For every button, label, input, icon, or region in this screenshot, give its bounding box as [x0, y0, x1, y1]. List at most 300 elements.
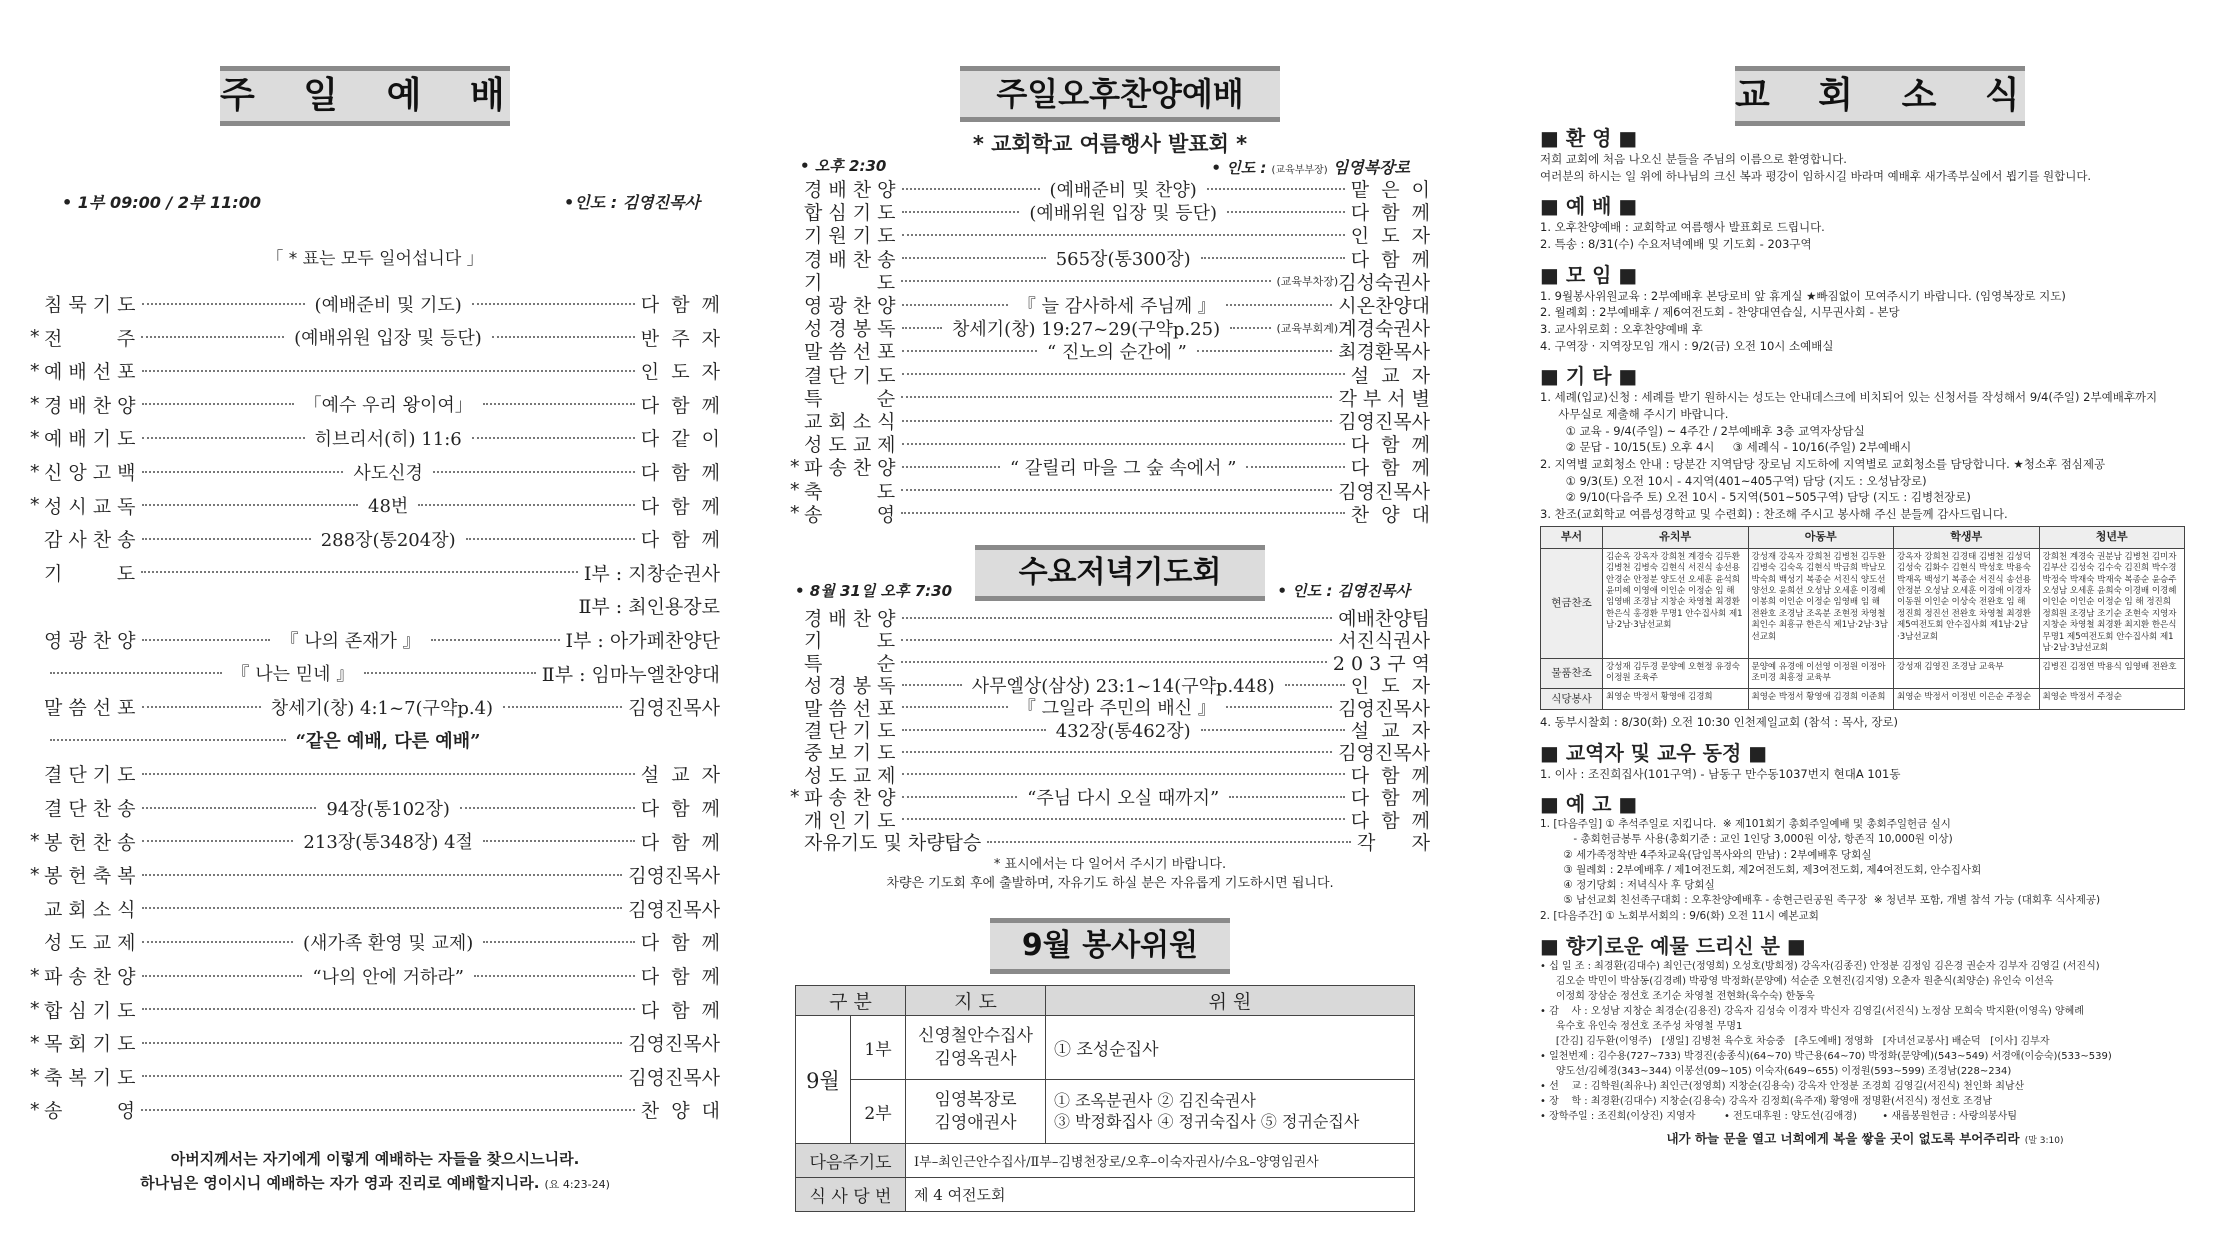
order-row	[790, 828, 1430, 855]
offering-text: • 십 일 조 : 최경환(김대수) 최인근(정영희) 오성호(방희정) 강옥자(김종진) 안정분 김정임 김은경 권순자 김부자 김영길 (서진식) 김오순 박민이 박삼동(김경례) 박광영 박정화(문양예) 석순준 오현진(김지영) 오춘자 원춘식(최양순) 유인숙 이선옥 이정희 장삼순 정선호 조기순 차영철 전현화(육수숙) 한동욱 • 감 사 : 오성남 지창순 최경순(김용진) 강옥자 김성숙 이경자 박신자 김영길(서진식) 노정삼 모희숙 박지환(이영옥) 양혜례 육수호 유인숙 정선호 조주성 차영철 무명1 [간김] 김두환(이영주) [생일] 김병천 육수호 차승중 [추도예배] 정영화 [자녀선교봉사] 배순덕 [이사] 김부자 • 일천번제 : 김수용(727~733) 박경진(송종식)(64~70) 박근용(64~70) 박정화(문양예)(543~549) 서경애(이승숙)(533~539) 양도선/김혜경(343~344) 이봉선(09~105) 이숙자(649~655) 이정원(593~599) 조경남(228~234) • 선 교 : 김학원(최유나) 최인근(정영희) 지창순(김용숙) 강옥자 안정분 조경희 김영길(서진식) 천인화 최남산 • 장 학 : 최경환(김대수) 지창순(김용숙) 강옥자 김정희(육주재) 황영애 정명환(서진식) 정선호 조경남 • 장학주일 : 조진희(이상진) 지영자 • 전도대후원 : 양도선(김애경) • 새롭봉원헌금 : 사랑의봉사팀	[1540, 960, 2112, 1122]
table-part-2: 2부	[851, 1080, 906, 1144]
order-leader: 서진식권사	[1338, 630, 1430, 653]
order-leader: Ⅱ부 : 최인용장로	[578, 596, 720, 619]
order-label: 파 송 찬 양	[804, 787, 896, 810]
order-row	[30, 760, 720, 787]
order-leader: 김성숙권사	[1338, 271, 1430, 294]
order-content: 『 나는 믿네 』	[231, 664, 355, 686]
order-leader: 김영진목사	[628, 697, 721, 720]
order-label: 결 단 기 도	[44, 764, 136, 787]
order-leader: 김영진목사	[1338, 697, 1431, 720]
leader-dots	[1226, 304, 1332, 306]
order-label: 기 원 기 도	[804, 225, 896, 248]
leader-dots	[142, 303, 305, 305]
order-leader: 찬 양 대	[640, 1100, 720, 1123]
leader-dots	[142, 840, 294, 842]
standing-mark: *	[790, 785, 800, 808]
order-leader: 찬 양 대	[1350, 503, 1430, 526]
order-row	[30, 996, 720, 1023]
welcome-text: 저희 교회에 처음 나오신 분들을 주님의 이름으로 환영합니다. 여러분의 하시는 일 위에 하나님의 크신 복과 평강이 임하시길 바라며 예배후 새가족부실에서 뵙기를 원합니다.	[1540, 152, 2092, 183]
standing-mark: *	[30, 1065, 40, 1088]
order-leader: 다 함 께	[1350, 434, 1430, 457]
closing-verse: 내가 하늘 문을 열고 너희에게 복을 쌓을 곳이 없도록 부어주리라	[1666, 1130, 2020, 1146]
order-row	[30, 424, 720, 451]
leader-dots	[141, 1109, 635, 1111]
order-leader: 다 함 께	[640, 999, 720, 1022]
support-table-header: 부서	[1541, 526, 1603, 548]
order-row	[30, 928, 720, 955]
worship-time: • 1부 09:00 / 2부 11:00	[62, 193, 261, 212]
support-cell: 김병진 김정연 박용식 임영배 전완호	[2039, 658, 2185, 688]
scripture-verse-line2-wrap	[30, 1172, 720, 1193]
leader-dots	[901, 661, 1327, 663]
order-leader: 설 교 자	[1350, 720, 1431, 742]
leader-dots	[142, 639, 271, 641]
support-row-label: 현금찬조	[1541, 548, 1603, 658]
meeting-text: 1. 9월봉사위원교육 : 2부예배후 본당로비 앞 휴게실 ★빠짐없이 모여주시기 바랍니다. (임영복장로 지도) 2. 월례회 : 2부예배후 / 제6여전도회 - 찬양대연습실, 시무권사회 - 본당 3. 교사위로회 : 오후찬양예배 후 4. 구역장 · 지역장모임 개시 : 9/2(금) 오전 10시 소예배실	[1540, 288, 2066, 353]
order-label: 신 앙 고 백	[44, 462, 136, 484]
order-row	[30, 660, 720, 687]
table-header-members: 위 원	[1046, 986, 1415, 1016]
order-label: 축 도	[804, 480, 896, 503]
leader-dots	[1226, 706, 1332, 708]
table-header-category: 구 분	[796, 986, 906, 1016]
leader-dots	[987, 841, 1351, 843]
order-label: 파 송 찬 양	[804, 457, 896, 480]
order-leader: 김영진목사	[628, 1066, 720, 1089]
order-row	[30, 794, 720, 821]
order-leader: 반 주 자	[640, 327, 721, 350]
order-leader: 다 함 께	[1350, 457, 1430, 480]
order-label: 송 영	[804, 503, 896, 526]
afternoon-leader-name: 임영복장로	[1332, 158, 1410, 177]
support-cell: 문양예 유경애 이선영 이정원 이정아 조미경 최흥정 교육부	[1748, 658, 1894, 688]
notice-text: 1. [다음주일] ① 추석주일로 지킵니다. ※ 제101회기 총회주일예배 및 총회주일헌금 실시 - 총회헌금봉투 사용(총회기준 : 교인 1인당 3,000원 이상, 항존직 10,000원 이상) ② 세가족정착반 4주차교육(담임목사와의 만남) : 2부예배후 당회실 ③ 월례회 : 2부예배후 / 제1여전도회, 제2여전도회, 제3여전도회, 제4여전도회, 안수집사회 ④ 정기당회 : 저녁식사 후 당회실 ⑤ 남선교회 친선족구대회 : 오후찬양예배후 - 송현근린공원 족구장 ※ 청년부 포함, 개별 참석 가능 (대회후 식사제공) 2. [다음주간] ① 노회부서회의 : 9/6(화) 오전 11시 예본교회	[1540, 818, 2101, 922]
order-leader: 설 교 자	[1350, 364, 1430, 387]
order-leader: 다 함 께	[640, 394, 721, 417]
afternoon-leader-prefix: • 인도 :	[1211, 159, 1267, 177]
order-leader: 다 같 이	[640, 428, 721, 451]
leader-dots	[902, 327, 942, 329]
order-label: 결 단 기 도	[804, 720, 896, 742]
order-label: 개 인 기 도	[804, 809, 896, 832]
staff-news-heading: ■ 교역자 및 교우 동정 ■	[1540, 740, 1768, 765]
order-row	[30, 828, 720, 855]
leader-dots	[142, 370, 635, 372]
order-leader: 시온찬양대	[1338, 295, 1431, 317]
order-label: 성 도 교 제	[44, 932, 136, 955]
leader-dots	[902, 617, 1333, 619]
order-label: 말 씀 선 포	[44, 697, 136, 720]
order-leader: 다 함 께	[640, 529, 721, 552]
order-label: 영 광 찬 양	[44, 630, 136, 652]
leader-dots	[142, 471, 344, 473]
scripture-reference: (요 4:23-24)	[544, 1178, 610, 1191]
order-label: 경 배 찬 양	[804, 179, 896, 201]
leader-dots	[1285, 684, 1345, 686]
leader-dots	[503, 706, 622, 708]
support-cell: 최영순 박정서 이정빈 이은순 주정순	[1894, 688, 2040, 709]
wednesday-note-2: 차량은 기도회 후에 출발하며, 자유기도 하실 분은 자유롭게 기도하시면 됩니다.	[886, 876, 1334, 891]
table-prayer-value: Ⅰ부–최인근안수집사/Ⅱ부–김병천장로/오후–이숙자권사/수요–양영임권사	[906, 1144, 1415, 1178]
order-row	[790, 500, 1430, 527]
order-content: “ 진노의 순간에 ”	[1046, 341, 1187, 363]
leader-dots	[902, 706, 1008, 708]
church-news-title: 교 회 소 식	[1735, 66, 2025, 126]
volunteers-table	[795, 985, 1415, 1212]
order-row	[30, 525, 720, 552]
leader-dots	[901, 280, 1270, 282]
closing-verse-wrap	[1540, 1128, 2190, 1147]
leader-dots	[142, 941, 293, 943]
leader-dots	[364, 672, 536, 674]
support-table	[1540, 526, 2185, 710]
leader-dots	[1197, 350, 1332, 352]
offering-heading: ■ 향기로운 예물 드리신 분 ■	[1540, 933, 1806, 958]
order-leader: 다 함 께	[640, 966, 721, 988]
order-leader: 김영진목사	[1338, 480, 1430, 503]
order-row	[30, 559, 720, 586]
leader-dots	[901, 489, 1332, 491]
order-label: 말 씀 선 포	[804, 697, 896, 720]
scripture-verse-line1: 아버지께서는 자기에게 이렇게 예배하는 자들을 찾으시느니라.	[170, 1150, 580, 1168]
support-cell: 최영순 박정서 황영애 김경희	[1603, 688, 1749, 709]
order-content: (예배준비 및 찬양)	[1049, 179, 1197, 201]
order-label: 교 회 소 식	[804, 411, 896, 433]
leader-dots	[142, 538, 311, 540]
standing-mark: *	[30, 326, 40, 349]
order-content: 창세기(창) 19:27~29(구약p.25)	[951, 318, 1221, 340]
order-label: 결 단 찬 송	[44, 798, 136, 820]
standing-mark: *	[30, 964, 40, 987]
table-guide-1: 신영철안수집사 김영옥권사	[906, 1016, 1046, 1080]
support-table-header: 아동부	[1748, 526, 1894, 548]
closing-verse-ref: (말 3:10)	[2024, 1135, 2064, 1146]
leader-dots	[483, 840, 635, 842]
support-cell: 최영순 박정서 황영애 김경희 이준희	[1748, 688, 1894, 709]
notice-heading: ■ 예 고 ■	[1540, 792, 1638, 817]
order-leader: 다 함 께	[1350, 248, 1431, 271]
worship-heading: ■ 예 배 ■	[1540, 194, 1638, 219]
leader-dots	[433, 471, 635, 473]
leader-dots	[1207, 188, 1345, 190]
scripture-verse-line2: 하나님은 영이시니 예배하는 자가 영과 진리로 예배할지니라.	[140, 1174, 540, 1192]
table-part-1: 1부	[851, 1016, 906, 1080]
table-prayer-label: 다음주기도	[796, 1144, 906, 1178]
order-leader: 인 도 자	[1350, 675, 1430, 698]
order-leader: Ⅱ부 : 임마누엘찬양대	[541, 663, 721, 686]
order-leader: 다 함 께	[1350, 809, 1430, 832]
leader-dots	[902, 350, 1037, 352]
order-label: 경 배 찬 양	[44, 394, 136, 417]
table-row	[1541, 688, 2185, 709]
standing-mark: *	[790, 502, 800, 525]
order-leader: 2 0 3 구 역	[1332, 652, 1430, 675]
order-content: 사무엘상(삼상) 23:1~14(구약p.448)	[971, 675, 1275, 697]
order-label: 합 심 기 도	[44, 999, 136, 1022]
order-leader: 김영진목사	[628, 865, 720, 888]
order-leader: 다 함 께	[640, 831, 721, 854]
wednesday-prayer-title: 수요저녁기도회	[975, 545, 1265, 601]
order-content: 288장(통204장)	[320, 529, 456, 551]
standing-mark: *	[30, 359, 40, 382]
support-cell: 강성재 김영진 조경남 교육부	[1894, 658, 2040, 688]
leader-dots	[142, 907, 623, 909]
order-label: 경 배 찬 양	[804, 608, 896, 630]
leader-dots	[142, 437, 305, 439]
standing-mark: *	[30, 1098, 40, 1121]
leader-dots	[50, 605, 572, 606]
order-label: 성 도 교 제	[804, 434, 896, 457]
order-leader: Ⅰ부 : 아가페찬양단	[565, 630, 720, 652]
welcome-heading: ■ 환 영 ■	[1540, 126, 1638, 150]
order-label: 봉 헌 찬 송	[44, 831, 136, 854]
leader-dots	[460, 807, 635, 809]
leader-dots	[902, 818, 1345, 820]
order-leader: 다 함 께	[640, 495, 721, 518]
leader-dots	[142, 1075, 623, 1077]
order-leader: 맡 은 이	[1350, 179, 1430, 201]
order-leader: 다 함 께	[1350, 764, 1430, 787]
order-label: 전 주	[44, 327, 136, 350]
leader-dots	[902, 773, 1345, 775]
order-content: 히브리서(히) 11:6	[314, 428, 462, 450]
order-leader: 인 도 자	[640, 361, 720, 384]
order-leader: 김영진목사	[1338, 411, 1430, 433]
leader-dots	[902, 373, 1345, 375]
order-leader: Ⅰ부 : 지창순권사	[583, 562, 720, 585]
order-label: 파 송 찬 양	[44, 966, 136, 988]
leader-dots	[492, 336, 635, 338]
september-volunteers-title: 9월 봉사위원	[990, 918, 1230, 974]
order-label: 기 도	[804, 271, 896, 294]
order-content: “주님 다시 오실 때까지”	[1027, 787, 1220, 809]
leader-dots	[1201, 729, 1345, 731]
order-row	[30, 592, 720, 619]
standing-mark: *	[790, 455, 800, 478]
standing-mark: *	[30, 1031, 40, 1054]
order-row	[30, 861, 720, 888]
order-label: 감 사 찬 송	[44, 529, 136, 552]
order-row	[30, 895, 720, 922]
order-leader: 다 함 께	[640, 798, 721, 820]
standing-mark: *	[30, 494, 40, 517]
order-label: 성 시 교 독	[44, 495, 136, 518]
order-label: 성 경 봉 독	[804, 318, 896, 341]
leader-dots	[902, 234, 1345, 236]
order-label: 특 순	[804, 387, 896, 410]
leader-dots	[902, 188, 1040, 190]
leader-dots	[466, 538, 635, 540]
sunday-worship-title: 주 일 예 배	[220, 66, 510, 126]
leader-dots	[142, 975, 303, 977]
support-cell: 강성재 강옥자 강희천 김병천 김두환 김병숙 김숙옥 김현식 박금희 박남모 박숙희 백성기 복종순 서진식 양도선 양선오 윤희선 오성남 오세훈 이경혜 이봉희 이인순 이정순 임영배 임 해 전완호 조경남 조옥분 조현정 차영철 최인수 최흥규 한은식 제1남·2남·3남선교회	[1748, 548, 1894, 658]
order-row	[30, 693, 720, 720]
worship-text: 1. 오후찬양예배 : 교회학교 여름행사 발표회로 드립니다. 2. 특송 : 8/31(수) 수요저녁예배 및 기도회 - 203구역	[1540, 220, 1825, 252]
order-row	[30, 962, 720, 989]
standing-mark: *	[30, 998, 40, 1021]
leader-dots	[142, 874, 623, 876]
standing-mark: *	[30, 863, 40, 886]
table-header-guide: 지 도	[906, 986, 1046, 1016]
support-table-header: 청년부	[2039, 526, 2185, 548]
leader-dots	[431, 639, 560, 641]
leader-dots	[142, 807, 317, 809]
order-content: 「예수 우리 왕이여」	[303, 395, 473, 417]
leader-dots	[902, 751, 1333, 753]
order-label: 성 경 봉 독	[804, 675, 896, 698]
leader-dots	[902, 257, 1046, 259]
leader-dots	[901, 512, 1345, 514]
order-content: (예배준비 및 기도)	[314, 294, 462, 316]
order-label: 합 심 기 도	[804, 202, 896, 225]
table-row	[1541, 548, 2185, 658]
leader-dots	[483, 403, 635, 405]
wednesday-note-1: * 표시에서는 다 일어서 주시기 바랍니다.	[993, 857, 1227, 872]
order-leader: 각 부 서 별	[1338, 387, 1430, 410]
order-leader: 각 자	[1357, 832, 1430, 854]
order-row	[30, 626, 720, 653]
order-row	[30, 324, 720, 351]
order-label: 성 도 교 제	[804, 764, 896, 787]
order-label: 예 배 선 포	[44, 361, 136, 384]
order-content: 48번	[368, 496, 409, 518]
leader-dots	[142, 1042, 623, 1044]
order-row	[30, 1096, 720, 1123]
table-row	[1541, 658, 2185, 688]
leader-dots	[1229, 796, 1345, 798]
order-label: 침 묵 기 도	[44, 294, 136, 316]
order-row	[30, 1063, 720, 1090]
leader-dots	[902, 729, 1046, 731]
leader-dots	[142, 403, 294, 405]
order-row	[30, 357, 720, 384]
leader-dots	[901, 639, 1332, 641]
order-leader: 김영진목사	[628, 1033, 720, 1056]
order-leader: 설 교 자	[640, 764, 720, 787]
support-table-header: 유치부	[1603, 526, 1749, 548]
order-row	[30, 492, 720, 519]
leader-dots	[902, 420, 1333, 422]
staff-news-text: 1. 이사 : 조진희집사(101구역) - 남동구 만수동1037번지 현대A 101동	[1540, 766, 1901, 781]
leader-dots	[141, 571, 578, 573]
order-content: “ 갈릴리 마을 그 숲 속에서 ”	[1009, 457, 1237, 479]
etc-heading: ■ 기 타 ■	[1540, 364, 1638, 389]
order-label: 봉 헌 축 복	[44, 865, 136, 888]
order-content: 565장(통300장)	[1055, 249, 1191, 271]
order-content: 94장(통102장)	[326, 798, 450, 820]
support-cell: 김순옥 강옥자 강희천 계경숙 김두환 김병천 김병숙 김현식 서진식 송선용 안경순 안정분 양도선 오세훈 윤석희 윤미혜 이영애 이인순 이정순 임 해 임영배 조경남 지창순 차영철 최경환 한은식 홍경환 무명1 안수집사회 제1남·2남·3남선교회	[1603, 548, 1749, 658]
order-content: 213장(통348장) 4절	[303, 832, 473, 854]
standing-mark: *	[30, 830, 40, 853]
leader-dots	[1227, 211, 1345, 213]
wednesday-time: • 8월 31일 오후 7:30	[795, 582, 953, 600]
table-guide-2: 임영복장로 김영애권사	[906, 1080, 1046, 1144]
support-row-label: 식당봉사	[1541, 688, 1603, 709]
leader-dots	[142, 1008, 635, 1010]
leader-dots	[1201, 257, 1345, 259]
leader-dots	[902, 211, 1020, 213]
order-label: 말 씀 선 포	[804, 341, 896, 364]
leader-dots	[142, 706, 261, 708]
order-row	[30, 727, 720, 753]
leader-dots	[50, 672, 222, 674]
afternoon-leader-role: (교육부부장)	[1271, 165, 1328, 176]
order-leader: 다 함 께	[1350, 787, 1430, 810]
leader-dots	[141, 336, 284, 338]
leader-dots	[474, 975, 635, 977]
support-table-header: 학생부	[1894, 526, 2040, 548]
afternoon-worship-title: 주일오후찬양예배	[960, 66, 1280, 122]
district-meeting-text: 4. 동부시찰회 : 8/30(화) 오전 10:30 인천제일교회 (참석 : 목사, 장로)	[1540, 714, 1899, 729]
order-content: (예배위원 입장 및 등단)	[1029, 202, 1218, 224]
order-content: 『 그일라 주민의 배신 』	[1017, 698, 1216, 720]
order-label: 자유기도 및 차량탑승	[804, 832, 982, 854]
leader-dots	[902, 796, 1018, 798]
order-label: 송 영	[44, 1100, 136, 1123]
order-row	[30, 391, 720, 418]
order-label: 축 복 기 도	[44, 1066, 136, 1089]
afternoon-subtitle: * 교회학교 여름행사 발표회 *	[972, 132, 1248, 156]
order-leader: 다 함 께	[640, 932, 721, 955]
wednesday-leader: • 인도 : 김영진목사	[1277, 582, 1410, 600]
order-content: (예배위원 입장 및 등단)	[294, 328, 482, 350]
standing-mark: *	[790, 479, 800, 502]
worship-leader: •인도 : 김영진목사	[564, 193, 700, 212]
order-label: 기 도	[44, 562, 136, 585]
order-leader: 최경환목사	[1338, 341, 1431, 364]
leader-role: (교육부차장)	[1276, 275, 1339, 289]
leader-dots	[483, 941, 634, 943]
table-month: 9월	[796, 1016, 851, 1144]
order-label: 경 배 찬 송	[804, 248, 896, 271]
afternoon-time: • 오후 2:30	[800, 157, 887, 175]
order-content: “같은 예배, 다른 예배”	[295, 730, 481, 752]
order-label: 결 단 기 도	[804, 364, 896, 387]
leader-dots	[1246, 466, 1344, 468]
order-label: 목 회 기 도	[44, 1033, 136, 1056]
order-leader: 인 도 자	[1350, 225, 1430, 248]
order-label: 기 도	[804, 630, 896, 653]
leader-dots	[472, 303, 635, 305]
news-body	[1540, 116, 2190, 1147]
meeting-heading: ■ 모 임 ■	[1540, 262, 1638, 287]
order-leader: 김영진목사	[1338, 742, 1430, 765]
order-row	[30, 290, 720, 317]
order-content: 『 늘 감사하세 주님께 』	[1017, 295, 1216, 317]
order-leader: 다 함 께	[640, 462, 720, 484]
leader-dots	[901, 396, 1332, 398]
leader-dots	[50, 739, 286, 741]
leader-dots	[1230, 327, 1270, 329]
order-content: 432장(통462장)	[1055, 720, 1191, 742]
leader-dots	[902, 304, 1008, 306]
order-leader: 김영진목사	[628, 898, 720, 921]
order-leader: 예배찬양팀	[1338, 608, 1430, 630]
standing-note: 「 * 표는 모두 일어섭니다 」	[266, 249, 484, 269]
table-members-1: ① 조성순집사	[1046, 1016, 1415, 1080]
standing-mark: *	[30, 426, 40, 449]
order-leader: 다 함 께	[1350, 202, 1431, 225]
order-label: 예 배 기 도	[44, 428, 136, 451]
support-cell: 강성재 김두경 문양예 오현정 유경숙 이정원 조육주	[1603, 658, 1749, 688]
leader-dots	[418, 504, 634, 506]
order-content: (새가족 환영 및 교제)	[303, 932, 474, 954]
standing-mark: *	[30, 460, 40, 483]
order-leader: 다 함 께	[640, 294, 720, 316]
leader-role: (교육부회계)	[1276, 321, 1339, 335]
order-content: “나의 안에 거하라”	[312, 966, 464, 988]
